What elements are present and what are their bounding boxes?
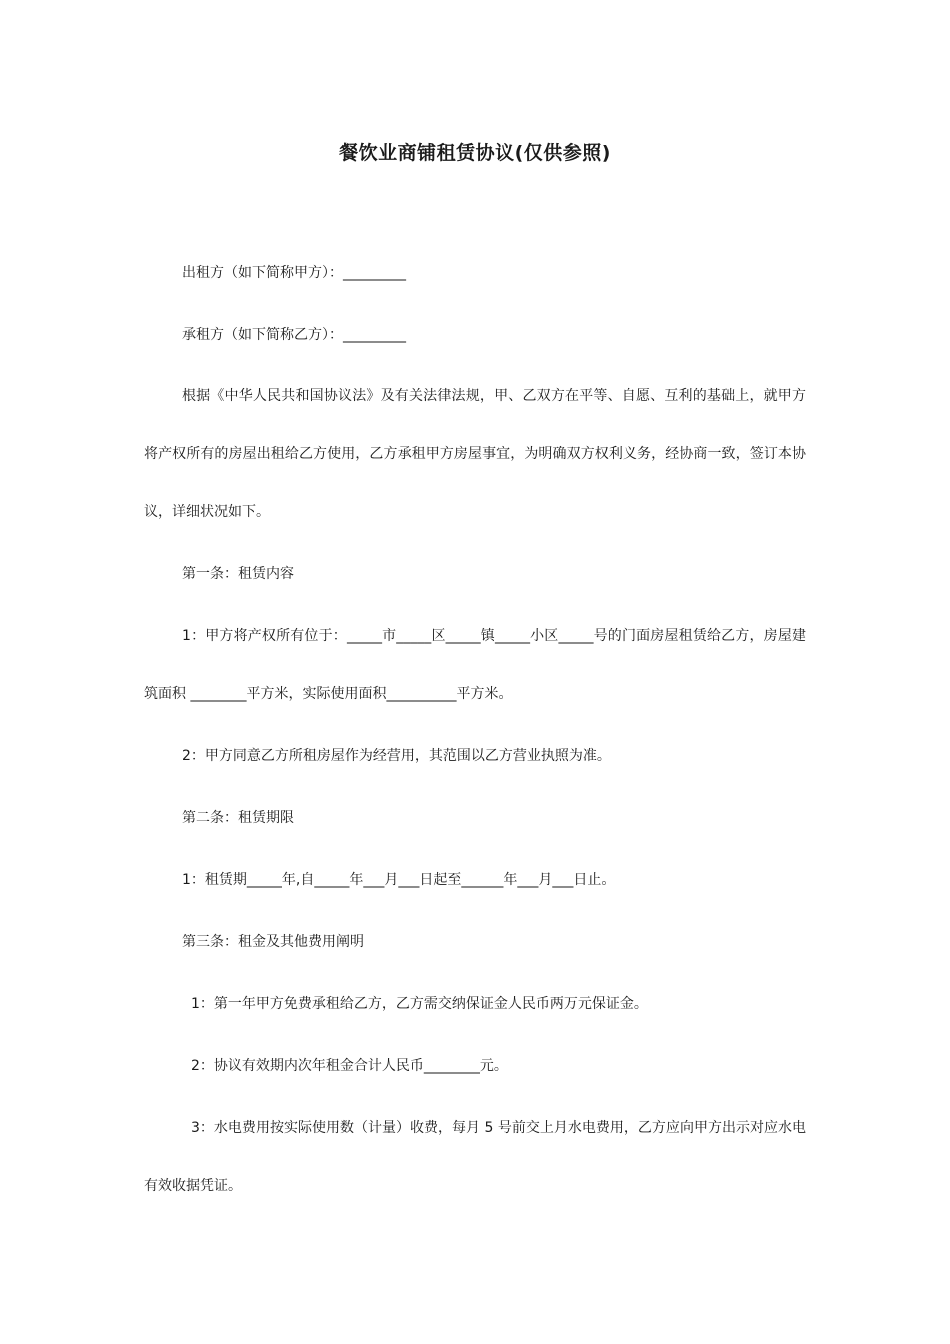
article1-heading: 第一条：租赁内容 [182, 566, 294, 582]
document-title: 餐饮业商铺租赁协议(仅供参照) [339, 142, 611, 164]
article1-item1: 1：甲方将产权所有位于：_____市_____区_____镇_____小区_____号的门面房屋租赁给乙方，房屋建筑面积 ________平方米，实际使用面积__________平方米。 [144, 628, 806, 702]
article2-item1: 1：租赁期_____年,自_____年___月___日起至______年___月___日止。 [182, 872, 616, 888]
article2-heading: 第二条：租赁期限 [182, 810, 294, 826]
article3-item2: 2：协议有效期内次年租金合计人民币________元。 [191, 1058, 508, 1074]
lessee-line: 承租方（如下简称乙方）：_________ [182, 327, 406, 343]
article3-item1: 1：第一年甲方免费承租给乙方，乙方需交纳保证金人民币两万元保证金。 [191, 996, 648, 1012]
article3-heading: 第三条：租金及其他费用阐明 [182, 934, 364, 950]
lessor-line: 出租方（如下简称甲方）：_________ [182, 265, 406, 281]
article1-item2: 2：甲方同意乙方所租房屋作为经营用，其范围以乙方营业执照为准。 [182, 748, 611, 764]
article3-item3: 3：水电费用按实际使用数（计量）收费，每月 5 号前交上月水电费用，乙方应向甲方出示对应水电有效收据凭证。 [144, 1120, 806, 1194]
preamble-paragraph: 根据《中华人民共和国协议法》及有关法律法规，甲、乙双方在平等、自愿、互利的基础上，就甲方将产权所有的房屋出租给乙方使用，乙方承租甲方房屋事宜，为明确双方权利义务，经协商一致，签订本协议，详细状况如下。 [144, 388, 806, 520]
